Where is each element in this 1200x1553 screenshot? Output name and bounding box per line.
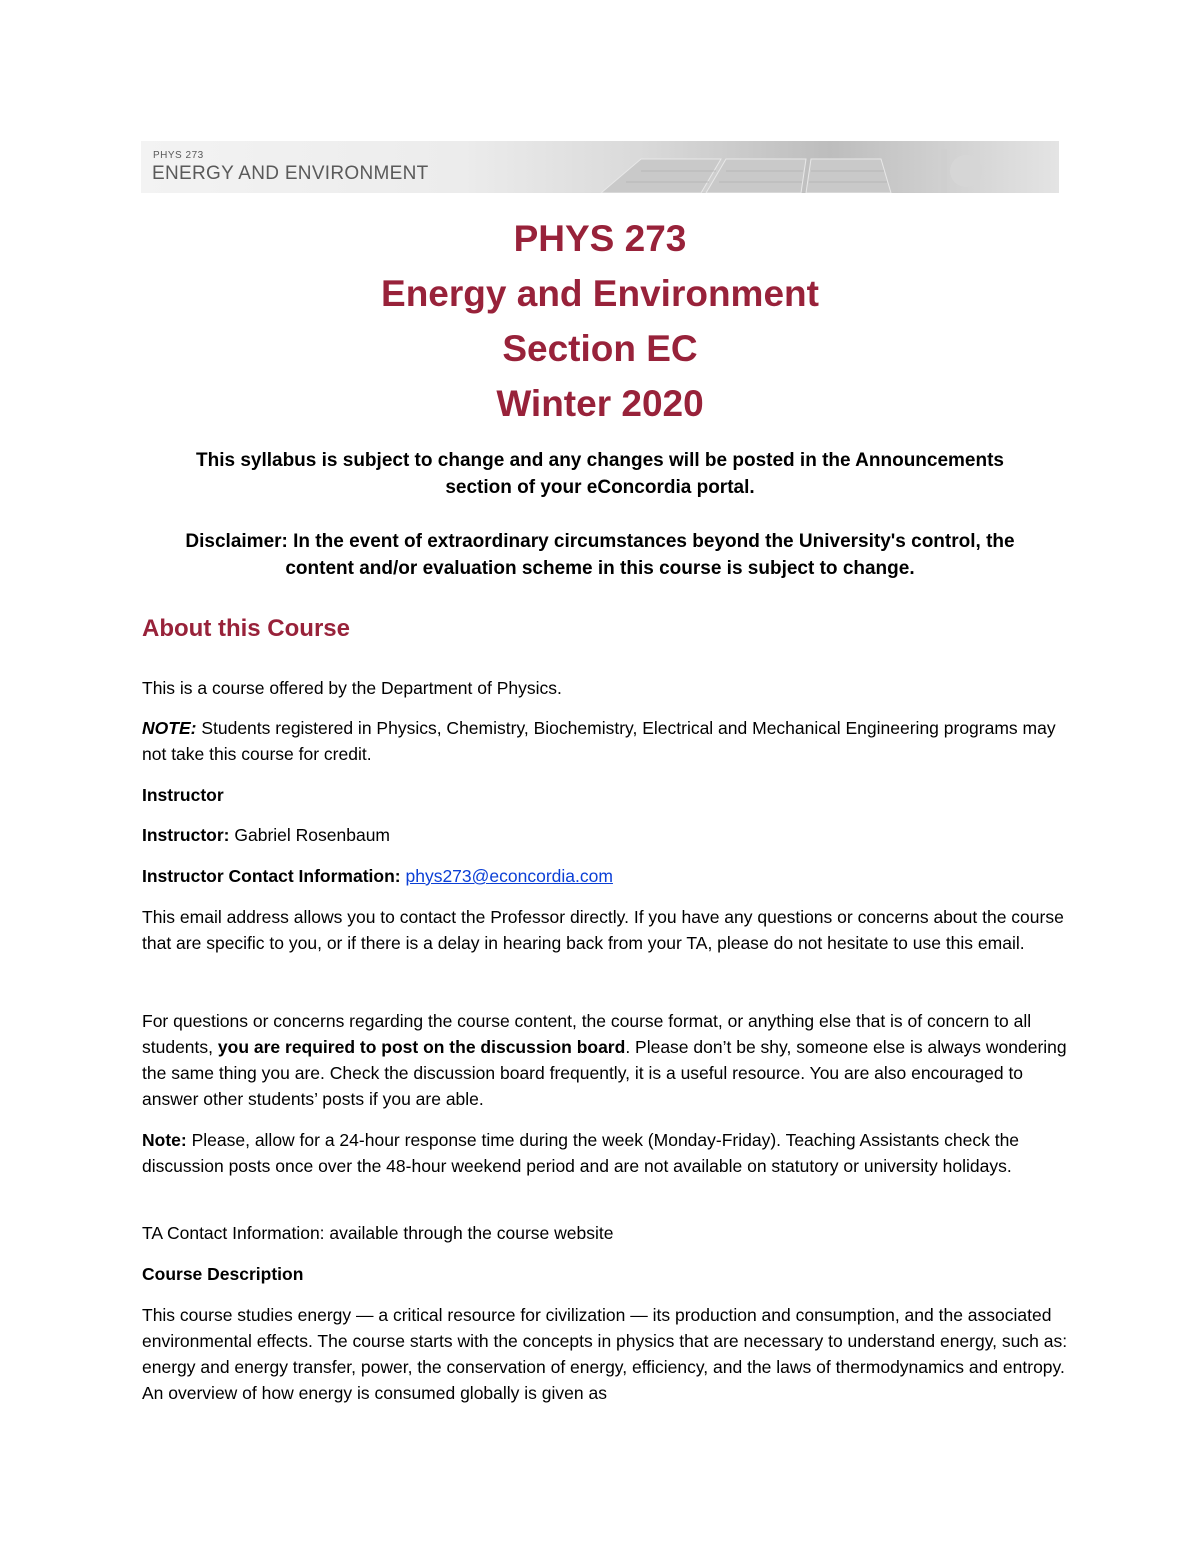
registration-note: NOTE: Students registered in Physics, Chemistry, Biochemistry, Electrical and Mechanical Engineering programs may not take this course for credit. <box>142 718 1056 764</box>
ta-contact-text: TA Contact Information: available through the course website <box>142 1223 614 1243</box>
instructor-name: Instructor: Gabriel Rosenbaum <box>142 825 390 845</box>
email-usage-text: This email address allows you to contact the Professor directly. If you have any questions or concerns about the course that are specific to you, or if there is a delay in hearing back from your TA, please do not hesitate to use this email. <box>142 907 1064 953</box>
course-description-heading: Course Description <box>142 1264 304 1284</box>
instructor-heading: Instructor <box>142 785 224 805</box>
course-banner <box>141 141 1059 193</box>
disclaimer-notice: Disclaimer: In the event of extraordinary circumstances beyond the University's control, the content and/or evaluation scheme in this course is subject to change. <box>185 531 1015 579</box>
syllabus-change-notice: This syllabus is subject to change and any changes will be posted in the Announcements section of your eConcordia portal. <box>195 450 1004 498</box>
response-time-note: Note: Please, allow for a 24-hour response time during the week (Monday-Friday). Teaching Assistants check the discussion posts once over the 48-hour weekend period and are not available on statutory or university holidays. <box>142 1130 1020 1176</box>
instructor-email-link[interactable]: phys273@econcordia.com <box>405 866 613 886</box>
instructor-contact: Instructor Contact Information: phys273@econcordia.com <box>142 866 613 886</box>
term-title: Winter 2020 <box>496 383 704 424</box>
course-code-title: PHYS 273 <box>513 218 687 259</box>
solar-panel-banner-image <box>581 141 1001 193</box>
about-course-heading: About this Course <box>142 615 350 642</box>
banner-course-title: ENERGY AND ENVIRONMENT <box>152 163 429 184</box>
offered-by-text: This is a course offered by the Department of Physics. <box>142 678 562 698</box>
course-name-title: Energy and Environment <box>381 273 819 314</box>
banner-course-code: PHYS 273 <box>153 150 204 161</box>
course-description-text: This course studies energy — a critical resource for civilization — its production and consumption, and the associated environmental effects. The course starts with the concepts in physics that are necessary to understand energy, such as: energy and energy transfer, power, the conservation of energy, efficiency, and the laws of thermodynamics and entropy. An overview of how energy is consumed globally is given as <box>142 1305 1068 1403</box>
section-title: Section EC <box>502 328 698 369</box>
discussion-board-text: For questions or concerns regarding the course content, the course format, or anything else that is of concern to all students, you are required to post on the discussion board. Please don’t be shy, someone else is always wondering the same thing you are. Check the discussion board frequently, it is a useful resource. You are also encouraged to answer other students’ posts if you are able. <box>142 1011 1067 1109</box>
